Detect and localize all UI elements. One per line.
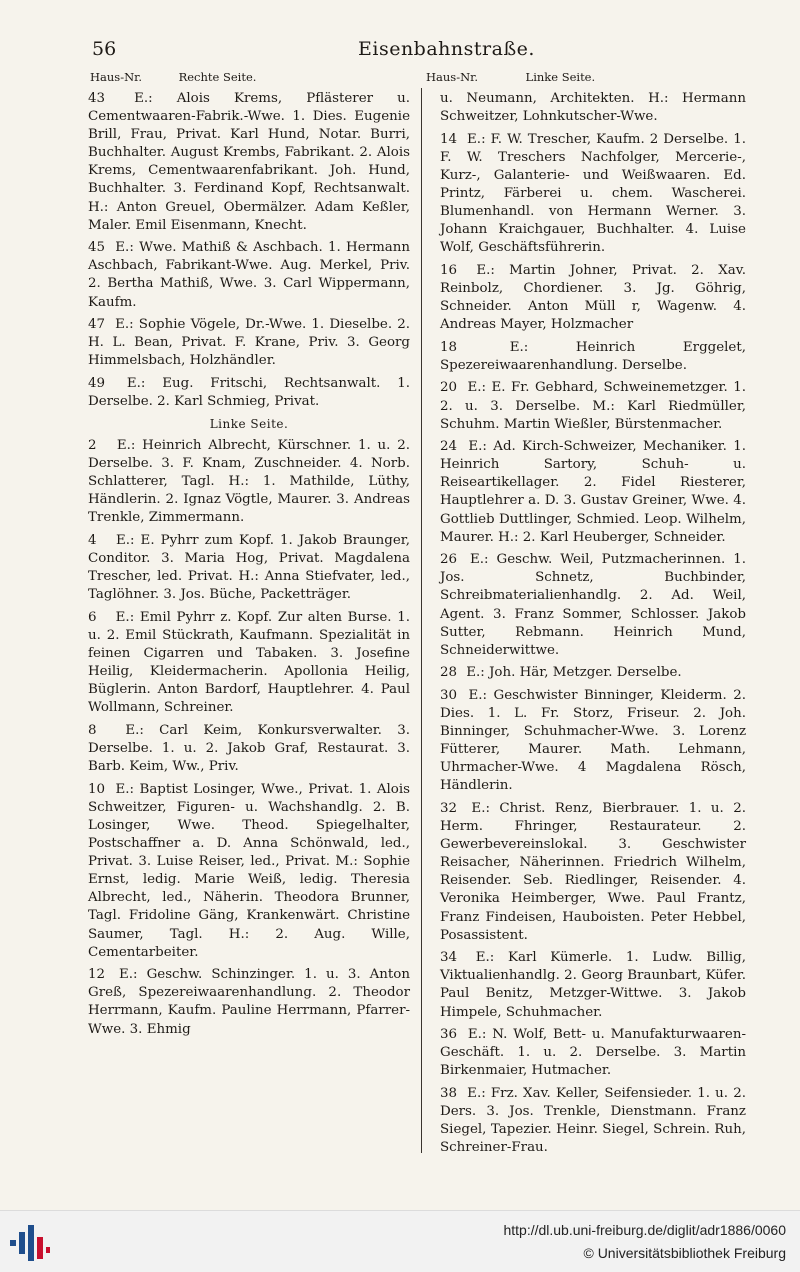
house-number: 36: [440, 1027, 458, 1043]
address-entry: [440, 339, 746, 375]
address-entry: [440, 664, 746, 682]
side-subheading: Linke Seite.: [209, 417, 289, 432]
entry-text: E.: Geschwister Binninger, Kleiderm. 2. Dies. 1. L. Fr. Storz, Friseur. 2. Joh. Binninger, Schuhmacher-Wwe. 3. Lorenz Fütterer, Maurer. Math. Lehmann, Uhrmacher-Wwe. 4 Magdalena Rösch, Händlerin.: [440, 687, 747, 794]
address-entry: [440, 949, 746, 1021]
entry-text: E.: Geschw. Weil, Putzmacherinnen. 1. Jos. Schnetz, Buchbinder, Schreibmaterialienhandlg. 2. Ad. Weil, Agent. 3. Franz Sommer, Schlosser. Jakob Sutter, Rebmann. Heinrich Mund, Schneiderwittwe.: [440, 552, 746, 658]
copyright-notice: © Universitätsbibliothek Freiburg: [583, 1245, 786, 1261]
address-entry: [88, 609, 410, 718]
left-entries-b: [88, 437, 410, 1039]
address-entry: [88, 532, 410, 604]
address-entry: [88, 437, 410, 527]
right-column-heading: Haus-Nr. Linke Seite.: [426, 70, 596, 84]
address-entry: [440, 438, 746, 547]
viewer-footer: [0, 1210, 800, 1272]
house-number: 20: [440, 380, 458, 396]
entry-text: E.: Joh. Här, Metzger. Derselbe.: [466, 665, 682, 681]
page-number: 56: [92, 38, 117, 60]
address-entry: [88, 966, 410, 1038]
address-entry: [440, 687, 746, 796]
house-number: 26: [440, 552, 458, 568]
right-column: [440, 90, 746, 1162]
address-entry: [88, 239, 410, 311]
continued-entry-text: u. Neumann, Architekten. H.: Hermann Schweitzer, Lohnkutscher-Wwe.: [440, 91, 746, 125]
address-entry: [440, 131, 746, 258]
left-column-heading: Haus-Nr. Rechte Seite.: [90, 70, 257, 84]
address-entry: [88, 781, 410, 962]
entry-text: E.: F. W. Trescher, Kaufm. 2 Derselbe. 1. F. W. Treschers Nachfolger, Mercerie-, Kurz-, Galanterie- und Weißwaaren. Ed. Printz, Färberei u. chem. Wascherei. Blumenhandl. von Hermann Werner. 3. Johann Kraichgauer, Buchhalter. 4. Luise Wolf, Geschäftsführerin.: [440, 131, 746, 256]
entry-text: E.: Martin Johner, Privat. 2. Xav. Reinbolz, Chordiener. 3. Jg. Göhrig, Schneider. Anton Müll r, Wagenw. 4. Andreas Mayer, Holzmacher: [440, 262, 746, 333]
house-number: 2: [88, 438, 97, 454]
house-number: 32: [440, 800, 458, 816]
address-entry: [88, 722, 410, 776]
entry-text: E.: E. Fr. Gebhard, Schweinemetzger. 1. 2. u. 3. Derselbe. M.: Karl Riedmüller, Schuhm. Martin Wießler, Bürstenmacher.: [440, 380, 746, 432]
house-number: 6: [88, 609, 97, 625]
entry-text: E.: Baptist Losinger, Wwe., Privat. 1. Alois Schweitzer, Figuren- u. Wachshandlg. 2. B. Losinger, Wwe. Theod. Spiegelhalter, Postschaffner a. D. Anna Schönwald, led., Privat. 3. Luise Reiser, led., Privat. M.: Sophie Ernst, ledig. Marie Weiß, ledig. Theresia Albrecht, led., Näherin. Theodora Brunner, Tagl. Fridoline Gäng, Krankenwärt. Christine Saumer, Tagl. H.: 2. Aug. Wille, Cementarbeiter.: [88, 781, 410, 960]
entry-text: E.: Heinrich Erggelet, Spezereiwaarenhandlung. Derselbe.: [440, 339, 746, 373]
entry-text: E.: Ad. Kirch-Schweizer, Mechaniker. 1. Heinrich Sartory, Schuh- u. Reiseartikellager. 2. Fidel Riesterer, Hauptlehrer a. D. 3. Gustav Greiner, Wwe. 4. Gottlieb Duttlinger, Schmied. Leop. Wilhelm, Maurer. H.: 2. Karl Heuberger, Schneider.: [440, 439, 746, 545]
address-entry: [440, 1026, 746, 1080]
house-number: 18: [440, 339, 458, 355]
address-entry: [440, 551, 746, 660]
ub-freiburg-logo-icon[interactable]: [10, 1223, 50, 1263]
address-entry: [440, 379, 746, 433]
running-head-title: Eisenbahnstraße.: [358, 38, 535, 60]
document-url-link[interactable]: http://dl.ub.uni-freiburg.de/diglit/adr1886/0060: [503, 1222, 786, 1238]
address-entry: [440, 262, 746, 334]
house-number: 47: [88, 317, 106, 333]
entry-text: E.: Heinrich Albrecht, Kürschner. 1. u. 2. Derselbe. 3. F. Knam, Zuschneider. 4. Norb. Schlatterer, Tagl. H.: 1. Mathilde, Lüthy, Händlerin. 2. Ignaz Vögtle, Maurer. 3. Andreas Trenkle, Zimmermann.: [88, 438, 410, 526]
house-number: 38: [440, 1085, 458, 1101]
house-number: 10: [88, 781, 106, 797]
address-entry: [88, 375, 410, 411]
entry-text: E.: Christ. Renz, Bierbrauer. 1. u. 2. Herm. Fhringer, Restaurateur. 2. Gewerbevereinslokal. 3. Geschwister Reisacher, Näherinnen. Friedrich Wilhelm, Reisender. Seb. Riedlinger, Reisender. 4. Veronika Heimberger, Wwe. Paul Frantz, Franz Findeisen, Hauboisten. Peter Hebbel, Posassistent.: [440, 800, 746, 943]
house-number: 30: [440, 687, 458, 703]
house-number: 28: [440, 665, 458, 681]
entry-text: E.: Carl Keim, Konkursverwalter. 3. Derselbe. 1. u. 2. Jakob Graf, Restaurat. 3. Barb. Keim, Ww., Priv.: [88, 723, 411, 775]
left-entries-a: [88, 90, 410, 411]
entry-text: E.: Sophie Vögele, Dr.-Wwe. 1. Dieselbe. 2. H. L. Bean, Privat. F. Krane, Priv. 3. Georg Himmelsbach, Holzhändler.: [88, 317, 410, 369]
house-number: 49: [88, 375, 106, 391]
entry-text: E.: Frz. Xav. Keller, Seifensieder. 1. u. 2. Ders. 3. Jos. Trenkle, Dienstmann. Franz Siegel, Tapezier. Heinr. Siegel, Schrein. Ruh, Schreiner-Frau.: [440, 1085, 746, 1156]
house-number: 16: [440, 262, 458, 278]
house-number: 43: [88, 91, 106, 106]
entry-text: E.: Emil Pyhrr z. Kopf. Zur alten Burse. 1. u. 2. Emil Stückrath, Kaufmann. Spezialität in feinen Cigarren und Tabaken. 3. Josefine Heilig, Kleidermacherin. Apollonia Heilig, Büglerin. Anton Bardorf, Hauptlehrer. 4. Paul Wollmann, Schreiner.: [88, 609, 410, 716]
entry-text: E.: Eug. Fritschi, Rechtsanwalt. 1. Derselbe. 2. Karl Schmieg, Privat.: [88, 375, 410, 409]
entry-text: E.: Wwe. Mathiß & Aschbach. 1. Hermann Aschbach, Fabrikant-Wwe. Aug. Merkel, Priv. 2. Bertha Mathiß, Wwe. 3. Carl Wippermann, Kaufm.: [88, 240, 410, 310]
house-number: 14: [440, 131, 458, 147]
address-entry: [440, 1085, 746, 1157]
entry-text: E.: N. Wolf, Bett- u. Manufakturwaaren-Geschäft. 1. u. 2. Derselbe. 3. Martin Birkenmaier, Hutmacher.: [440, 1027, 746, 1079]
left-column: [88, 90, 410, 1043]
entry-text: E.: Karl Kümerle. 1. Ludw. Billig, Viktualienhandlg. 2. Georg Braunbart, Küfer. Paul Benitz, Metzger-Wittwe. 3. Jakob Himpele, Schuhmacher.: [440, 950, 746, 1020]
address-entry: [88, 90, 410, 235]
house-number: 4: [88, 533, 97, 549]
house-number: 12: [88, 967, 106, 983]
house-number: 45: [88, 240, 106, 256]
house-number: 24: [440, 439, 458, 455]
address-entry: [440, 800, 746, 945]
house-number: 8: [88, 723, 97, 738]
entry-text: E.: Alois Krems, Pflästerer u. Cementwaaren-Fabrik.-Wwe. 1. Dies. Eugenie Brill, Frau, Privat. Karl Hund, Notar. Burri, Buchhalter. August Krembs, Fabrikant. 2. Alois Krems, Cementwaarenfabrikant. Joh. Hund, Buchhalter. 3. Ferdinand Kopf, Rechtsanwalt. H.: Anton Greuel, Obermälzer. Adam Keßler, Maler. Emil Eisenmann, Knecht.: [88, 91, 410, 233]
column-divider: [421, 88, 422, 1153]
entry-text: E.: Geschw. Schinzinger. 1. u. 3. Anton Greß, Spezereiwaarenhandlung. 2. Theodor Herrmann, Kaufm. Pauline Herrmann, Pfarrer-Wwe. 3. Ehmig: [88, 967, 410, 1037]
entry-text: E.: E. Pyhrr zum Kopf. 1. Jakob Braunger, Conditor. 3. Maria Hog, Privat. Magdalena Trescher, led. Privat. H.: Anna Stiefvater, led., Taglöhner. 3. Jos. Büche, Packetträger.: [88, 533, 410, 603]
address-entry: [88, 316, 410, 370]
house-number: 34: [440, 950, 458, 966]
